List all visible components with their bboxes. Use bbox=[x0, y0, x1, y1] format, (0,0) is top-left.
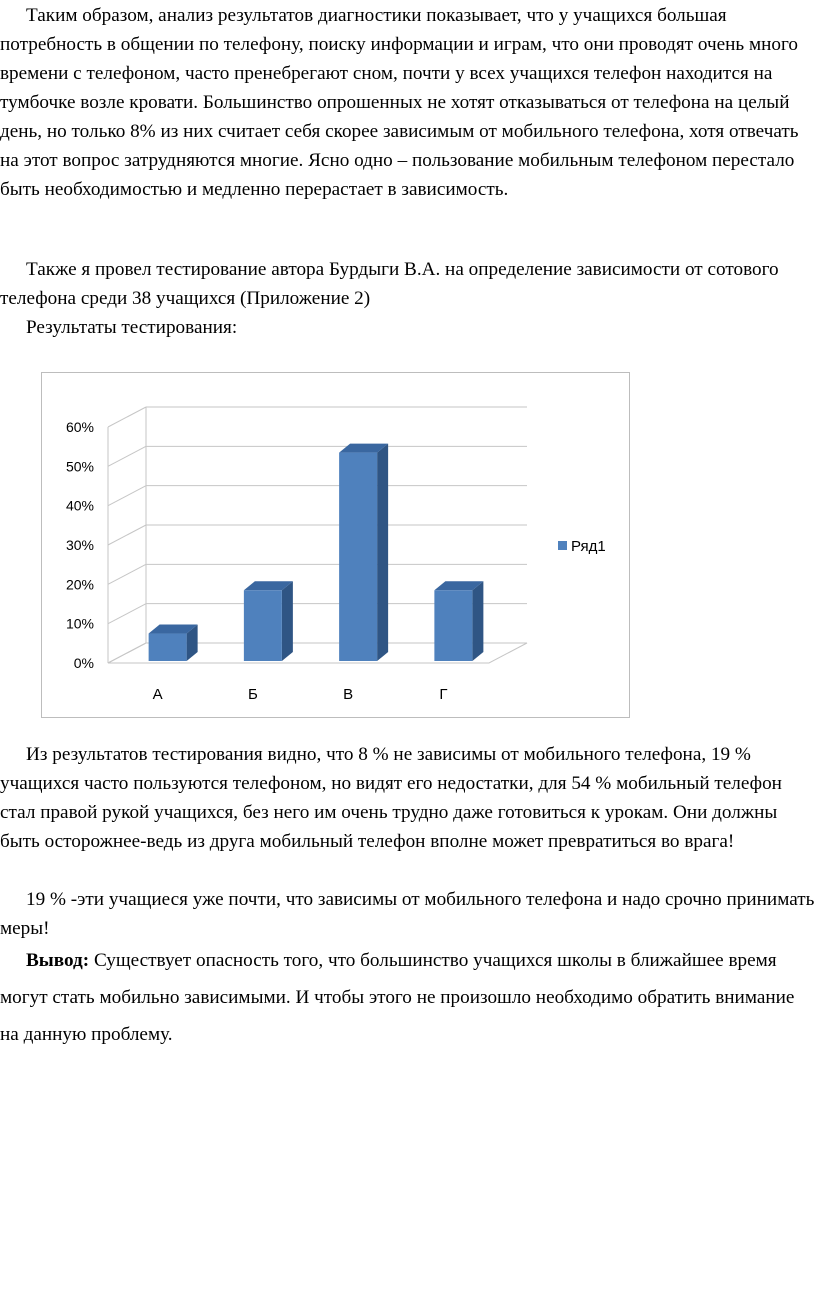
bar-side bbox=[472, 581, 483, 661]
results-heading: Результаты тестирования: bbox=[26, 317, 238, 338]
gridline-depth bbox=[108, 604, 146, 624]
chart-svg bbox=[42, 373, 629, 717]
y-tick-label: 30% bbox=[65, 537, 94, 553]
x-tick-label: Б bbox=[247, 686, 258, 703]
paragraph-conclusion bbox=[0, 942, 816, 1053]
x-tick-label: А bbox=[152, 686, 163, 703]
bar bbox=[244, 590, 282, 661]
paragraph-testing: Также я провел тестирование автора Бурдыги В.А. на определение зависимости от сотового телефона среди 38 учащихся (Приложение 2) bbox=[0, 259, 779, 309]
paragraph-risk: 19 % -эти учащиеся уже почти, что зависимы от мобильного телефона и надо срочно принимать меры! bbox=[0, 889, 815, 939]
results-chart bbox=[41, 372, 630, 718]
gridline-depth bbox=[108, 407, 146, 427]
bar bbox=[339, 453, 377, 661]
paragraph-analysis: Из результатов тестирования видно, что 8 % не зависимы от мобильного телефона, 19 % учащихся часто пользуются телефоном, но видят его недостатки, для 54 % мобильный телефон стал правой рукой учащихся, без него им очень трудно даже готовиться к урокам. Они должны быть осторожнее-ведь из друга мобильный телефон вполне может превратиться во врага! bbox=[0, 744, 782, 852]
y-tick-label: 10% bbox=[65, 615, 94, 632]
y-tick-label: 0% bbox=[73, 655, 94, 671]
bar-side bbox=[377, 444, 388, 661]
y-tick-label: 20% bbox=[65, 576, 94, 593]
paragraph-intro: Таким образом, анализ результатов диагностики показывает, что у учащихся большая потребность в общении по телефону, поиску информации и играм, что они проводят очень много времени с телефоном, часто пренебрегают сном, почти у всех учащихся телефон находится на тумбочке возле кровати. Большинство опрошенных не хотят отказываться от телефона на целый день, но только 8% из них считает себя скорее зависимым от мобильного телефона, хотя отвечать на этот вопрос затрудняются многие. Ясно одно – пользование мобильным телефоном перестало быть необходимостью и медленно перерастает в зависимость. bbox=[0, 5, 799, 200]
gridline-depth bbox=[108, 525, 146, 545]
conclusion-text: Существует опасность того, что большинство учащихся школы в ближайшее время могут стать мобильно зависимыми. И чтобы этого не произошло необходимо обратить внимание на данную проблему. bbox=[0, 950, 795, 1045]
bar-side bbox=[282, 581, 293, 661]
x-tick-label: Г bbox=[439, 686, 448, 703]
legend-label: Ряд1 bbox=[571, 538, 606, 555]
bar bbox=[149, 634, 187, 661]
gridline-depth bbox=[108, 486, 146, 506]
gridline-depth bbox=[108, 564, 146, 584]
gridline-depth bbox=[108, 446, 146, 466]
legend-swatch bbox=[558, 541, 567, 550]
y-tick-label: 60% bbox=[65, 419, 94, 435]
y-tick-label: 40% bbox=[65, 497, 94, 514]
conclusion-label: Вывод: bbox=[26, 950, 90, 971]
bar bbox=[434, 590, 472, 661]
x-tick-label: В bbox=[343, 686, 354, 703]
y-tick-label: 50% bbox=[65, 458, 94, 475]
